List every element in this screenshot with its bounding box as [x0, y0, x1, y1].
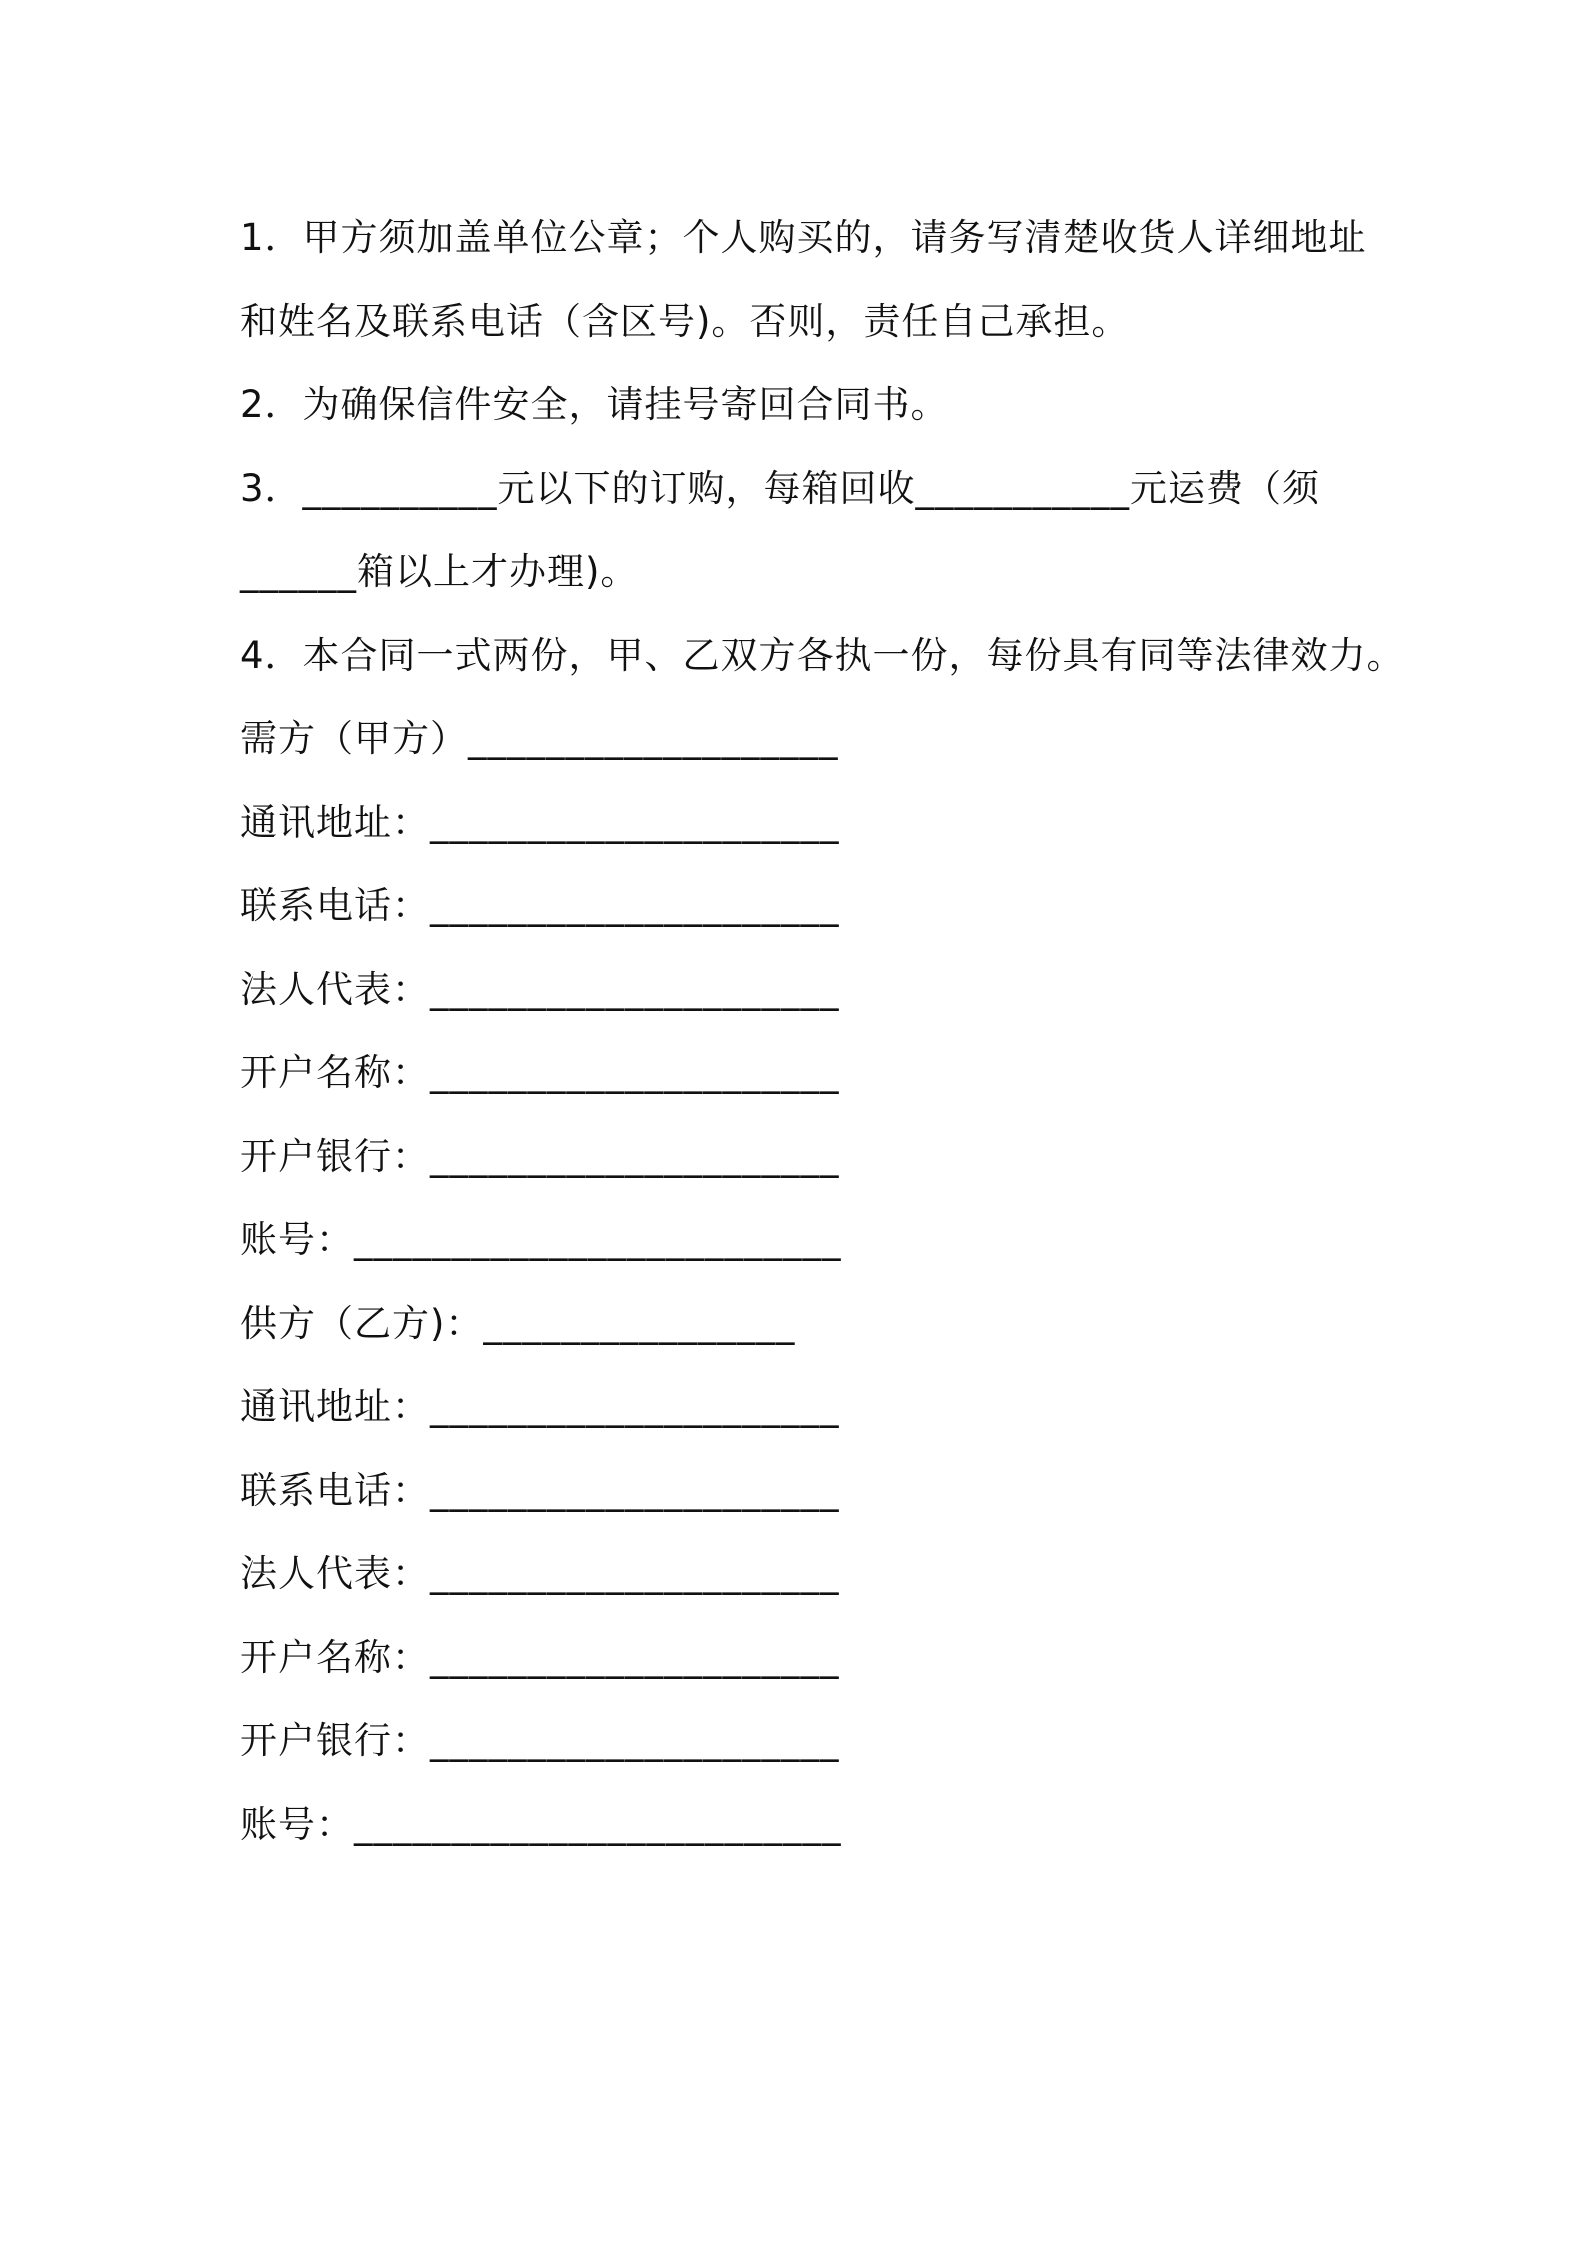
seller-address-field: 通讯地址：_____________________: [240, 1385, 840, 1428]
buyer-account-name-field: 开户名称：_____________________: [240, 1051, 840, 1094]
seller-account-name-field: 开户名称：_____________________: [240, 1635, 840, 1679]
seller-account-no-field: 账号：_________________________: [240, 1802, 842, 1846]
seller-legal-rep-field: 法人代表：_____________________: [240, 1552, 840, 1595]
buyer-legal-rep-field: 法人代表：_____________________: [240, 967, 840, 1011]
seller-phone-field: 联系电话：_____________________: [240, 1468, 840, 1512]
buyer-phone-field: 联系电话：_____________________: [240, 884, 840, 927]
buyer-bank-field: 开户银行：_____________________: [240, 1134, 840, 1178]
term-1-line-2: 和姓名及联系电话（含区号)。否则，责任自己承担。: [240, 299, 1130, 343]
term-2: 2．为确保信件安全，请挂号寄回合同书。: [240, 383, 949, 426]
buyer-section: [240, 697, 1400, 1282]
term-3-line-1: 3．__________元以下的订购，每箱回收___________元运费（须: [240, 466, 1321, 510]
buyer-title-field: 需方（甲方）___________________: [240, 717, 839, 760]
buyer-account-no-field: 账号：_________________________: [240, 1218, 842, 1261]
term-3-line-2: ______箱以上才办理)。: [240, 550, 639, 593]
seller-title-field: 供方（乙方)：________________: [240, 1301, 796, 1345]
contract-page: [240, 196, 1405, 1866]
seller-section: [240, 1282, 1400, 1867]
term-1-line-1: 1．甲方须加盖单位公章；个人购买的，请务写清楚收货人详细地址: [240, 216, 1367, 259]
buyer-address-field: 通讯地址：_____________________: [240, 800, 840, 844]
seller-bank-field: 开户银行：_____________________: [240, 1719, 840, 1762]
term-4: 4．本合同一式两份，甲、乙双方各执一份，每份具有同等法律效力。: [240, 633, 1405, 677]
